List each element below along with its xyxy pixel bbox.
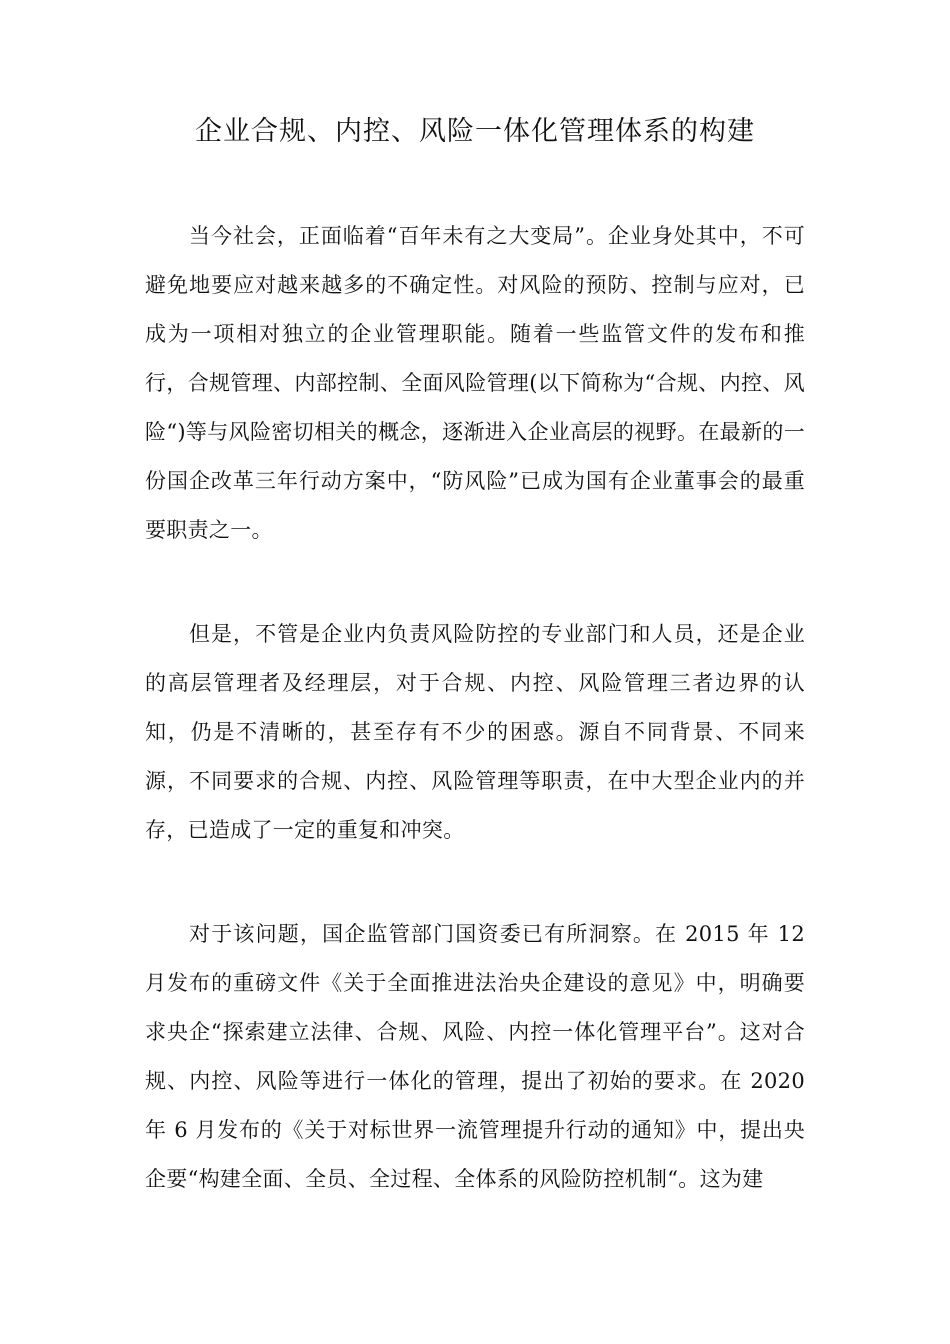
paragraph-3: 对于该问题，国企监管部门国资委已有所洞察。在 2015 年 12 月发布的重磅文件《关于全面推进法治央企建设的意见》中，明确要求央企“探索建立法律、合规、风险、内控一体化管理平台”。这对合规、内控、风险等进行一体化的管理，提出了初始的要求。在 2020 年 6 月发布的《关于对标世界一流管理提升行动的通知》中，提出央企要“构建全面、全员、全过程、全体系的风险防控机制“。这为建: [145, 922, 805, 1191]
paragraph-2: 但是，不管是企业内负责风险防控的专业部门和人员，还是企业的高层管理者及经理层，对于合规、内控、风险管理三者边界的认知，仍是不清晰的，甚至存有不少的困惑。源自不同背景、不同来源，不同要求的合规、内控、风险管理等职责，在中大型企业内的并存，已造成了一定的重复和冲突。: [145, 622, 805, 842]
document-title: 企业合规、内控、风险一体化管理体系的构建: [195, 116, 755, 147]
paragraph-1: 当今社会，正面临着“百年未有之大变局”。企业身处其中，不可避免地要应对越来越多的不确定性。对风险的预防、控制与应对，已成为一项相对独立的企业管理职能。随着一些监管文件的发布和推行，合规管理、内部控制、全面风险管理(以下简称为“合规、内控、风险“)等与风险密切相关的概念，逐渐进入企业高层的视野。在最新的一份国企改革三年行动方案中，“防风险”已成为国有企业董事会的最重要职责之一。: [145, 224, 805, 542]
